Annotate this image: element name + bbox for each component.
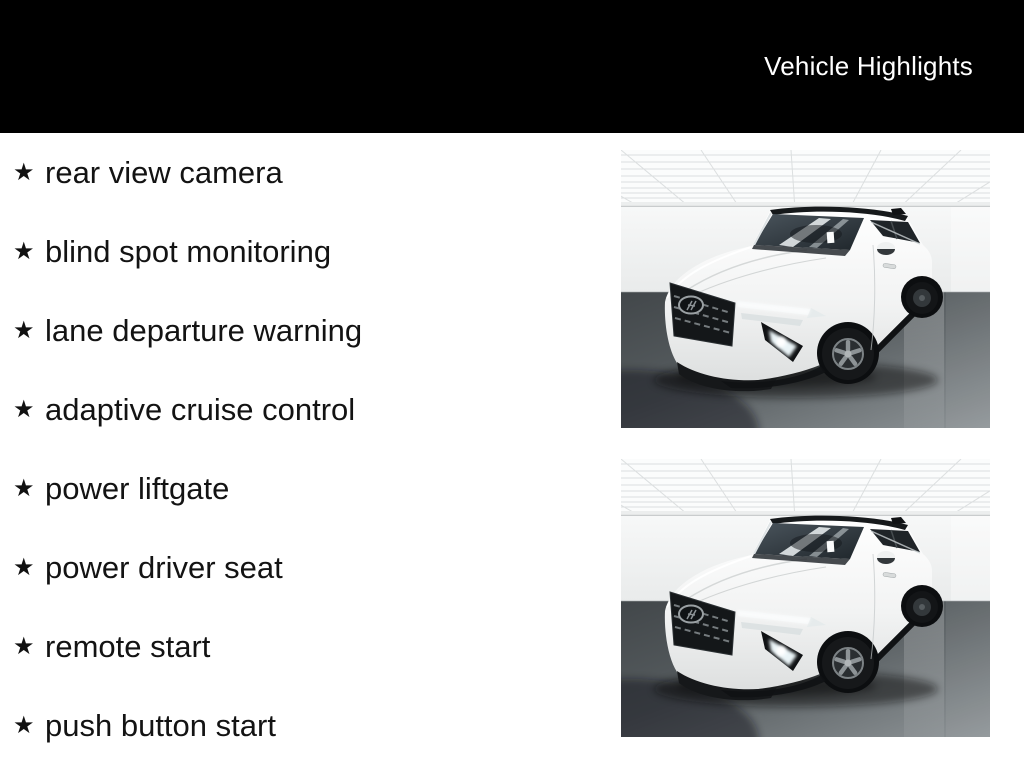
header-bar	[0, 0, 1024, 133]
feature-label: power driver seat	[45, 549, 283, 585]
feature-label: adaptive cruise control	[45, 391, 356, 427]
feature-item	[0, 528, 600, 607]
star-bullet-icon: ★	[13, 632, 35, 660]
feature-label: blind spot monitoring	[45, 233, 332, 269]
feature-list	[0, 133, 600, 765]
page-title: Vehicle Highlights	[764, 51, 973, 81]
feature-label: rear view camera	[45, 154, 283, 190]
feature-label: power liftgate	[45, 470, 230, 506]
star-bullet-icon: ★	[13, 711, 35, 739]
feature-item	[0, 686, 600, 765]
feature-item	[0, 607, 600, 686]
vehicle-photo-top	[621, 150, 990, 428]
star-bullet-icon: ★	[13, 158, 35, 186]
star-bullet-icon: ★	[13, 474, 35, 502]
feature-item	[0, 212, 600, 291]
vehicle-photo-bottom	[621, 459, 990, 737]
feature-item	[0, 133, 600, 212]
feature-label: lane departure warning	[45, 312, 363, 348]
feature-item	[0, 291, 600, 370]
feature-item	[0, 370, 600, 449]
suv-showroom-illustration	[621, 459, 990, 737]
feature-label: remote start	[45, 628, 211, 664]
star-bullet-icon: ★	[13, 237, 35, 265]
star-bullet-icon: ★	[13, 316, 35, 344]
star-bullet-icon: ★	[13, 553, 35, 581]
feature-label: push button start	[45, 707, 276, 743]
suv-showroom-illustration	[621, 150, 990, 428]
feature-item	[0, 449, 600, 528]
star-bullet-icon: ★	[13, 395, 35, 423]
